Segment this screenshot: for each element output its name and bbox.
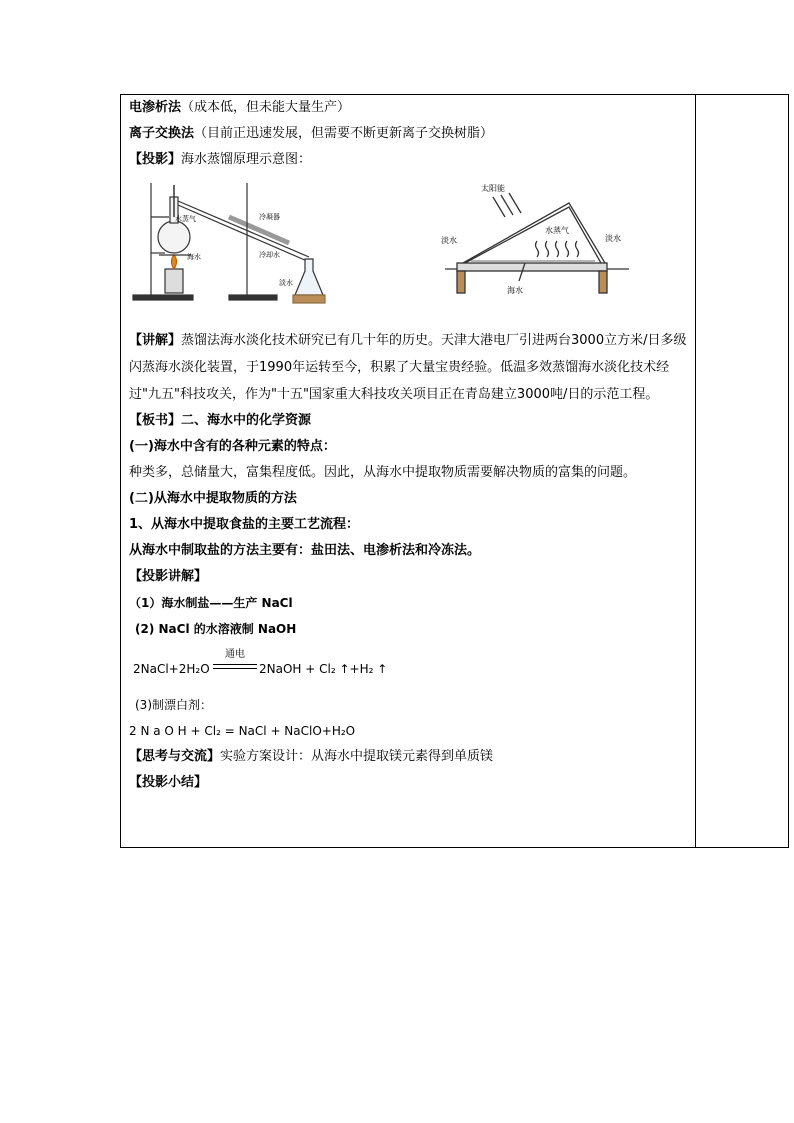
label-vapor: 水蒸气 [175, 215, 196, 223]
label-seawater-basin: 海水 [507, 286, 523, 295]
label-water-vapor: 水蒸气 [545, 226, 569, 235]
board-heading: 【板书】二、海水中的化学资源 [129, 413, 312, 428]
label-fresh-water-right: 淡水 [605, 234, 621, 243]
equation-bleach: 2 N a O H + Cl₂ = NaCl + NaClO+H₂O [129, 724, 356, 738]
label-condenser: 冷凝器 [259, 213, 280, 221]
label-fresh-water-left: 淡水 [441, 236, 457, 245]
explain-paragraph: 【讲解】蒸馏法海水淡化技术研究已有几十年的历史。天津大港电厂引进两台3000立方米/日多级闪蒸海水淡化装置，于1990年运转至今，积累了大量宝贵经验。低温多效蒸馏海水淡化技术经过"九五"科技攻关，作为"十五"国家重大科技攻关项目正在青岛建立3000吨/日的示范工程。 [129, 333, 687, 402]
distillation-apparatus-figure [129, 177, 329, 307]
section-1-heading: (一)海水中含有的各种元素的特点： [129, 439, 336, 454]
equation-rhs: 2NaOH + Cl₂ ↑+H₂ ↑ [259, 662, 388, 676]
item-2: (2) NaCl 的水溶液制 NaOH [135, 622, 297, 636]
label-solar-energy: 太阳能 [481, 184, 505, 193]
section-3-heading: 1、从海水中提取食盐的主要工艺流程： [129, 517, 360, 532]
projection-explain-label: 【投影讲解】 [129, 569, 208, 584]
label-cooling-water: 冷却水 [259, 251, 280, 259]
lesson-table [120, 94, 789, 848]
think-exchange-line: 【思考与交流】实验方案设计：从海水中提取镁元素得到单质镁 [129, 749, 494, 764]
line-projection: 【投影】海水蒸馏原理示意图： [129, 152, 312, 167]
projection-summary-label: 【投影小结】 [129, 775, 208, 790]
content-cell [129, 95, 689, 796]
section-2-heading: (二)从海水中提取物质的方法 [129, 491, 297, 506]
item-1: （1）海水制盐——生产 NaCl [129, 596, 293, 610]
item-3: (3)制漂白剂： [135, 698, 212, 712]
section-1-text: 种类多，总储量大，富集程度低。因此，从海水中提取物质需要解决物质的富集的问题。 [129, 465, 637, 480]
solar-still-figure [441, 177, 631, 317]
section-4-heading: 从海水中制取盐的方法主要有：盐田法、电渗析法和冷冻法。 [129, 543, 481, 558]
column-divider [695, 95, 696, 847]
figures-row [129, 173, 689, 327]
equation-condition: 通电 [225, 649, 245, 660]
line-electrodialysis: 电渗析法（成本低，但未能大量生产） [129, 100, 351, 115]
equation-electrolysis [129, 642, 689, 692]
equation-lhs: 2NaCl+2H₂O [133, 662, 210, 676]
label-seawater: 海水 [187, 253, 201, 261]
line-ion-exchange: 离子交换法（目前正迅速发展，但需要不断更新离子交换树脂） [129, 126, 494, 141]
label-fresh-water: 淡水 [279, 279, 293, 287]
